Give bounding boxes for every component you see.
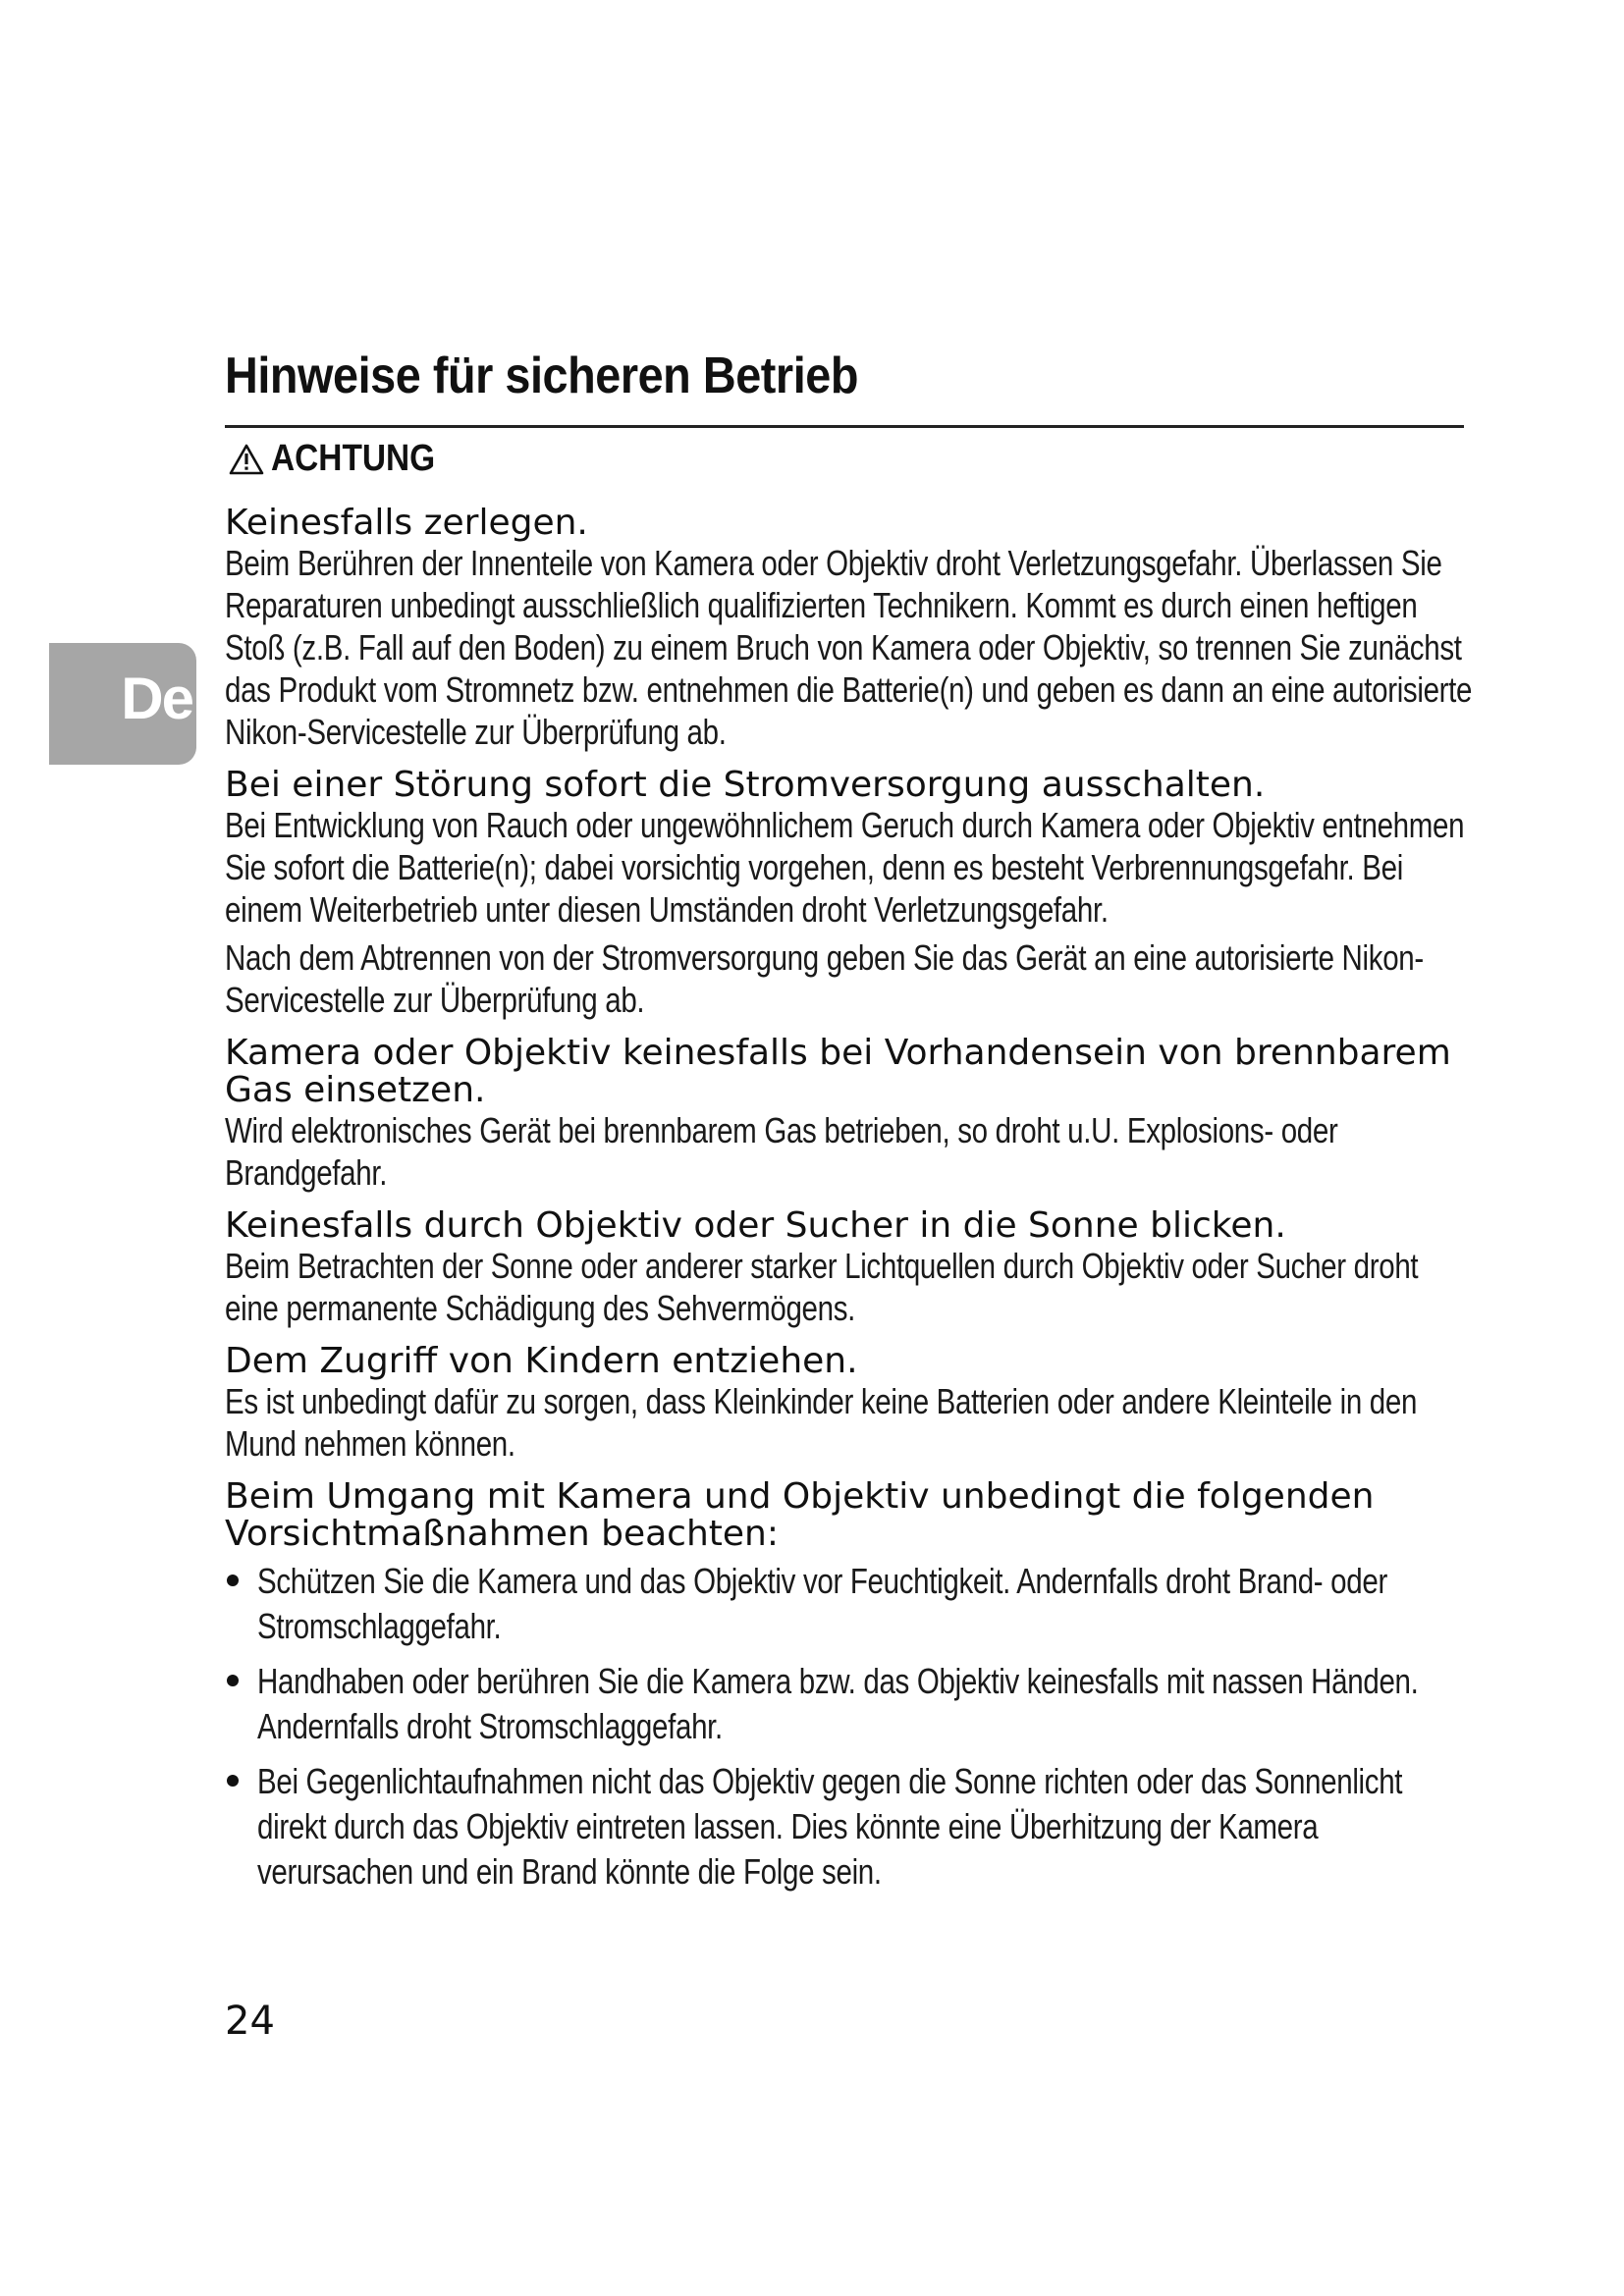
section-heading: Keinesfalls durch Objektiv oder Sucher in die Sonne blicken.	[225, 1205, 1286, 1246]
list-item	[225, 1759, 1472, 1895]
precautions-list	[225, 1559, 1472, 1895]
section-malfunction	[225, 767, 1472, 1021]
list-item	[225, 1659, 1472, 1749]
section-paragraph: Beim Betrachten der Sonne oder anderer starker Lichtquellen durch Objektiv oder Sucher droht eine permanente Schädigung des Sehvermögens.	[225, 1246, 1419, 1328]
section-flammable-gas	[225, 1035, 1472, 1194]
language-tab	[49, 643, 196, 765]
language-tab-label: De	[121, 666, 192, 731]
section-paragraph: Es ist unbedingt dafür zu sorgen, dass Kleinkinder keine Batterien oder andere Kleinteile in den Mund nehmen können.	[225, 1381, 1418, 1464]
safety-content	[225, 505, 1472, 1908]
bullet-icon	[227, 1575, 239, 1586]
page-number: 24	[225, 1999, 275, 2044]
bullet-icon	[227, 1675, 239, 1686]
section-heading: Keinesfalls zerlegen.	[225, 503, 588, 543]
warning-label: ACHTUNG	[271, 438, 436, 479]
list-item-text: Schützen Sie die Kamera und das Objektiv vor Feuchtigkeit. Andernfalls droht Brand- oder Stromschlaggefahr.	[257, 1561, 1387, 1646]
list-item	[225, 1559, 1472, 1649]
section-heading: Beim Umgang mit Kamera und Objektiv unbedingt die folgenden Vorsichtmaßnahmen beachten:	[225, 1476, 1375, 1554]
page-title: Hinweise für sicheren Betrieb	[225, 347, 858, 404]
list-item-text: Bei Gegenlichtaufnahmen nicht das Objektiv gegen die Sonne richten oder das Sonnenlicht direkt durch das Objektiv eintreten lassen. Dies könnte eine Überhitzung der Kamera verursachen und ein Brand könnte die Folge sein.	[257, 1761, 1403, 1892]
section-sun	[225, 1207, 1472, 1329]
section-heading: Kamera oder Objektiv keinesfalls bei Vorhandensein von brennbarem Gas einsetzen.	[225, 1033, 1451, 1110]
title-divider	[225, 425, 1464, 428]
section-precautions	[225, 1478, 1472, 1895]
section-paragraph: Nach dem Abtrennen von der Stromversorgung geben Sie das Gerät an eine autorisierte Nikon-Servicestelle zur Überprüfung ab.	[225, 937, 1424, 1020]
warning-triangle-icon	[228, 443, 265, 476]
section-paragraph: Bei Entwicklung von Rauch oder ungewöhnlichem Geruch durch Kamera oder Objektiv entnehmen Sie sofort die Batterie(n); dabei vorsichtig vorgehen, denn es besteht Verbrennungsgefahr. Bei einem Weiterbetrieb unter diesen Umständen droht Verletzungsgefahr.	[225, 805, 1465, 930]
section-paragraph: Beim Berühren der Innenteile von Kamera oder Objektiv droht Verletzungsgefahr. Überlassen Sie Reparaturen unbedingt ausschließlich qualifizierten Technikern. Kommt es durch einen heftigen Stoß (z.B. Fall auf den Boden) zu einem Bruch von Kamera oder Objektiv, so trennen Sie zunächst das Produkt vom Stromnetz bzw. entnehmen die Batterie(n) und geben es dann an eine autorisierte Nikon-Servicestelle zur Überprüfung ab.	[225, 543, 1473, 752]
section-heading: Dem Zugriff von Kindern entziehen.	[225, 1341, 858, 1381]
section-children	[225, 1343, 1472, 1465]
bullet-icon	[227, 1775, 239, 1787]
section-paragraph: Wird elektronisches Gerät bei brennbarem Gas betrieben, so droht u.U. Explosions- oder Brandgefahr.	[225, 1110, 1338, 1193]
section-disassembly	[225, 505, 1472, 753]
section-heading: Bei einer Störung sofort die Stromversorgung ausschalten.	[225, 765, 1266, 805]
list-item-text: Handhaben oder berühren Sie die Kamera bzw. das Objektiv keinesfalls mit nassen Händen. Andernfalls droht Stromschlaggefahr.	[257, 1661, 1419, 1746]
warning-header	[228, 438, 458, 480]
